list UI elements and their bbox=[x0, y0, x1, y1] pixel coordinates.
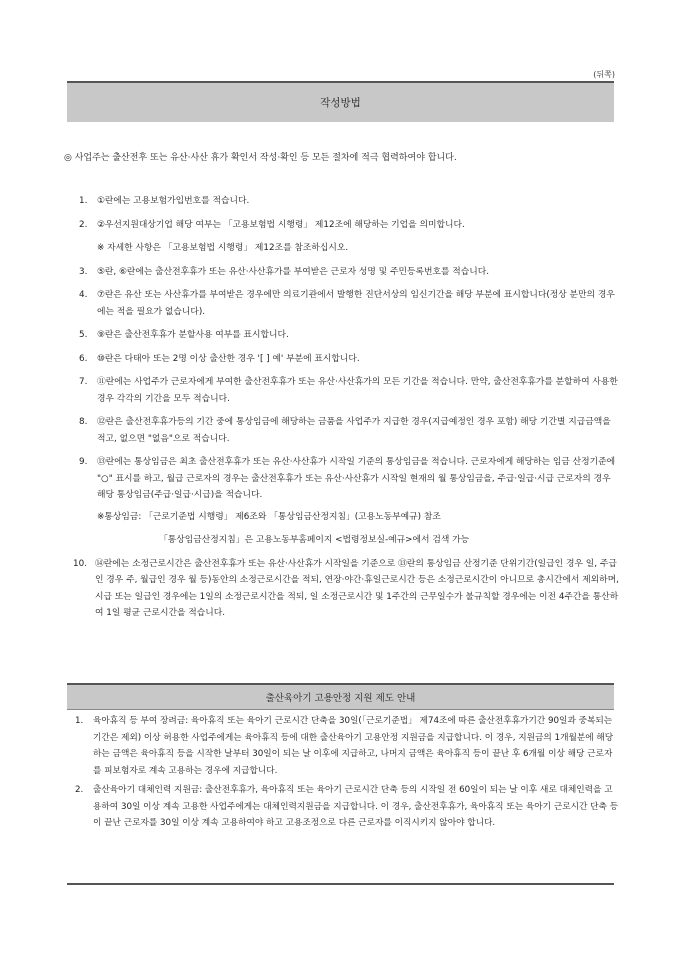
list-item bbox=[73, 556, 619, 622]
instructions-header bbox=[67, 81, 614, 122]
note-wage: ※통상임금: 「근로기준법 시행령」 제6조와 「통상임금산정지침」(고용노동부예규) 참조 bbox=[97, 511, 441, 522]
item-text: ①란에는 고용보험가입번호를 적습니다. bbox=[97, 196, 250, 206]
item-text: ⑤란, ⑥란에는 출산전후휴가 또는 유산·사산휴가를 부여받은 근로자 성명 및 주민등록번호를 적습니다. bbox=[97, 266, 490, 277]
item-number: 10. bbox=[73, 558, 87, 569]
item-number: 3. bbox=[79, 266, 88, 277]
item-number: 5. bbox=[79, 330, 88, 340]
bottom-rule bbox=[67, 883, 614, 885]
item-number: 7. bbox=[79, 377, 88, 387]
instructions-list bbox=[73, 193, 619, 629]
list-item bbox=[79, 414, 619, 447]
list-item bbox=[79, 351, 619, 368]
list-item bbox=[79, 217, 619, 234]
item-text: ⑦란은 유산 또는 사산휴가를 부여받은 경우에만 의료기관에서 발행한 진단서상의 임신기간을 해당 부분에 표시합니다(정상 분만의 경우에는 적을 필요가 없습니다). bbox=[97, 290, 615, 317]
note-wage-search: 「통상임금산정지침」은 고용노동부홈페이지 <법령정보실-예규>에서 검색 가능 bbox=[159, 535, 470, 545]
list-item bbox=[79, 374, 619, 407]
item-number: 9. bbox=[79, 457, 88, 467]
list-item bbox=[75, 713, 620, 779]
item-number: 1. bbox=[75, 716, 84, 726]
item-text: ②우선지원대상기업 해당 여부는 「고용보험법 시행령」 제12조에 해당하는 기업을 의미합니다. bbox=[97, 219, 465, 230]
item-number: 2. bbox=[79, 219, 88, 230]
item-text: ⑩란은 다태아 또는 2명 이상 출산한 경우 '[ ] 예' 부분에 표시합니다. bbox=[97, 353, 360, 364]
list-item bbox=[75, 782, 620, 832]
item-number: 6. bbox=[79, 353, 88, 364]
list-item bbox=[79, 287, 619, 320]
item-number: 1. bbox=[79, 196, 88, 206]
list-item bbox=[79, 454, 619, 504]
item-number: 2. bbox=[75, 785, 84, 795]
support-list bbox=[75, 713, 620, 835]
list-item bbox=[79, 193, 619, 210]
intro-text: ◎ 사업주는 출산전후 또는 유산·사산 휴가 확인서 작성·확인 등 모든 절차에 적극 협력하여야 합니다. bbox=[64, 153, 457, 163]
item-number: 4. bbox=[79, 290, 88, 300]
page-side-label: (뒤쪽) bbox=[593, 70, 615, 79]
item-text: ⑪란에는 사업주가 근로자에게 부여한 출산전후휴가 또는 유산·사산휴가의 모든 기간을 적습니다. 만약, 출산전후휴가를 분할하여 사용한 경우 각각의 기간을 모두 적습니다. bbox=[97, 377, 618, 404]
instructions-title: 작성방법 bbox=[320, 97, 361, 109]
note-item2: ※ 자세한 사항은 「고용보험법 시행령」 제12조를 참조하십시오. bbox=[97, 243, 349, 253]
support-section-title: 출산육아기 고용안정 지원 제도 안내 bbox=[265, 693, 416, 704]
list-item bbox=[79, 264, 619, 281]
item-text: ⑨란은 출산전후휴가 분할사용 여부를 표시합니다. bbox=[97, 330, 289, 340]
list-item bbox=[79, 327, 619, 344]
item-text: 출산육아기 대체인력 지원금: 출산전후휴가, 육아휴직 또는 육아기 근로시간 단축 등의 시작일 전 60일이 되는 날 이후 새로 대체인력을 고용하여 30일 이상 계속 고용한 사업주에게는 대체인력지원금을 지급합니다. 이 경우, 출산전후휴가, 육아휴직 또는 육아기 근로시간 단축 등이 끝난 근로자를 30일 이상 계속 고용하여야 하고 고용조정으로 다른 근로자를 이직시키지 않아야 합니다. bbox=[93, 785, 619, 828]
item-text: ⑫란은 출산전후휴가등의 기간 중에 통상임금에 해당하는 금품을 사업주가 지급한 경우(지급예정인 경우 포함) 해당 기간별 지급금액을 적고, 없으면 "없음"으로 적습니다. bbox=[97, 417, 611, 444]
item-text: 육아휴직 등 부여 장려금: 육아휴직 또는 육아기 근로시간 단축을 30일(「근로기준법」 제74조에 따른 출산전후휴가기간 90일과 중복되는 기간은 제외) 이상 허용한 사업주에게는 육아휴직 등에 대한 출산육아기 고용안정 지원금을 지급합니다. 이 경우, 지원금의 1개월분에 해당하는 금액은 육아휴직 등을 시작한 날부터 30일이 되는 날 이후에 지급하고, 나머지 금액은 육아휴직 등이 끝난 후 6개월 이상 해당 근로자를 피보험자로 계속 고용하는 경우에 지급합니다. bbox=[93, 716, 614, 776]
item-text: ⑭란에는 소정근로시간은 출산전후휴가 또는 유산·사산휴가 시작일을 기준으로 ⑬란의 통상임금 산정기준 단위기간(일급인 경우 일, 주급인 경우 주, 월급인 경우 월 등)동안의 소정근로시간을 적되, 연장·야간·휴일근로시간 등은 소정근로시간이 아니므로 총시간에서 제외하며, 시급 또는 일급인 경우에는 1일의 소정근로시간을 적되, 일 소정근로시간 및 1주간의 근무일수가 불규칙할 경우에는 이전 4주간을 통산하여 1일 평균 근로시간을 적습니다. bbox=[95, 558, 619, 618]
item-text: ⑬란에는 통상임금은 최초 출산전후휴가 또는 유산·사산휴가 시작일 기준의 통상임금을 적습니다. 근로자에게 해당하는 임금 산정기준에 "○" 표시를 하고, 월급 근로자의 경우는 출산전후휴가 또는 유산·사산휴가 시작일 현재의 월 통상임금을, 주급·일급·시급 근로자의 경우 해당 통상임금(주급·일급·시급)을 적습니다. bbox=[97, 457, 616, 500]
item-number: 8. bbox=[79, 417, 88, 427]
support-section-header bbox=[67, 683, 614, 710]
